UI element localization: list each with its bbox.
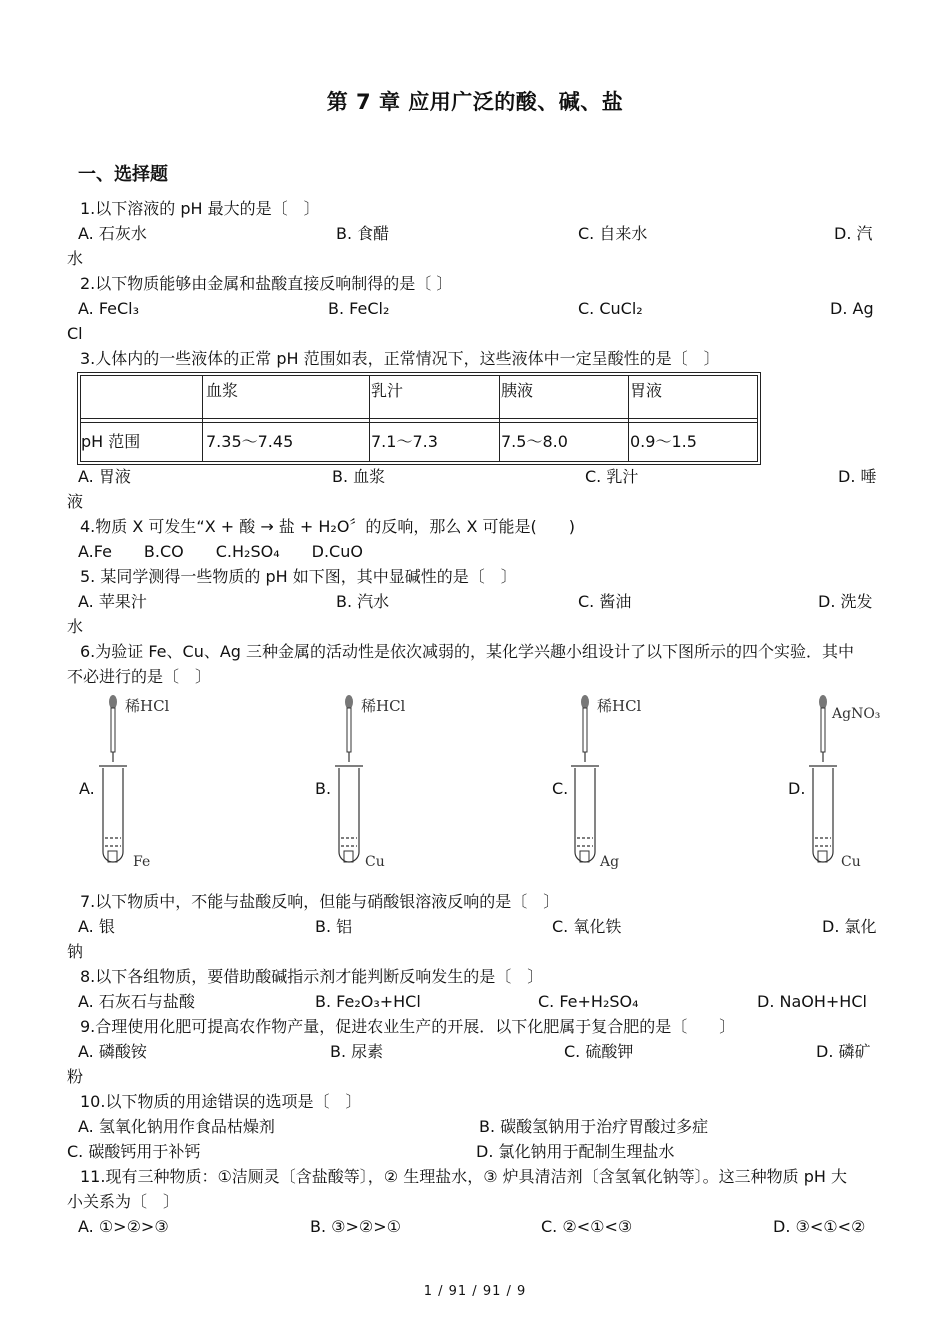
question-11-option-a: A. ①>②>③ bbox=[78, 1217, 169, 1236]
ph-table-header-pancreatic: 胰液 bbox=[501, 381, 534, 400]
question-11-stem-line-1: 11.现有三种物质：①洁厕灵〔含盐酸等〕，② 生理盐水，③ 炉具清洁剂〔含氢氧化钠等〕。这三种物质 pH 大 bbox=[80, 1167, 848, 1186]
question-8-option-d: D. NaOH+HCl bbox=[757, 992, 867, 1011]
question-3-option-a: A. 胃液 bbox=[78, 467, 131, 486]
question-1-option-d-wrap: 水 bbox=[67, 249, 84, 268]
question-1-option-b: B. 食醋 bbox=[336, 224, 390, 243]
question-6-stem-line-1: 6.为验证 Fe、Cu、Ag 三种金属的活动性是依次减弱的，某化学兴趣小组设计了以下图所示的四个实验．其中 bbox=[80, 642, 855, 661]
section-heading: 一、选择题 bbox=[78, 164, 168, 185]
question-10-option-a: A. 氢氧化钠用作食品枯燥剂 bbox=[78, 1117, 275, 1136]
question-3-option-b: B. 血浆 bbox=[332, 467, 386, 486]
question-3-option-c: C. 乳汁 bbox=[585, 467, 639, 486]
question-10-option-d: D. 氯化钠用于配制生理盐水 bbox=[476, 1142, 675, 1161]
question-7-option-b: B. 铝 bbox=[315, 917, 353, 936]
question-1-option-c: C. 自来水 bbox=[578, 224, 648, 243]
question-8-option-a: A. 石灰石与盐酸 bbox=[78, 992, 195, 1011]
ph-table-cell-pancreatic: 7.5～8.0 bbox=[501, 432, 568, 451]
dropper-icon bbox=[109, 695, 117, 762]
experiment-diagram-b bbox=[331, 690, 491, 875]
ph-table-cell-plasma: 7.35～7.45 bbox=[206, 432, 294, 451]
question-5-option-d-wrap: 水 bbox=[67, 617, 84, 636]
question-10-option-c: C. 碳酸钙用于补钙 bbox=[67, 1142, 201, 1161]
test-tube-icon bbox=[99, 766, 127, 862]
question-4-options: A.Fe B.CO C.H₂SO₄ D.CuO bbox=[78, 542, 363, 561]
diagram-b-reagent-label: 稀HCl bbox=[361, 697, 406, 715]
ph-table-header-gastric: 胃液 bbox=[630, 381, 663, 400]
question-1-stem: 1.以下溶液的 pH 最大的是〔 〕 bbox=[80, 199, 320, 218]
question-9-option-d: D. 磷矿 bbox=[816, 1042, 871, 1061]
experiment-diagram-a bbox=[95, 690, 255, 875]
diagram-c-reagent-label: 稀HCl bbox=[597, 697, 642, 715]
question-11-option-d: D. ③<①<② bbox=[773, 1217, 866, 1236]
question-9-option-a: A. 磷酸铵 bbox=[78, 1042, 147, 1061]
experiment-diagram-c bbox=[567, 690, 727, 875]
dropper-icon bbox=[819, 695, 827, 762]
ph-table-header-milk: 乳汁 bbox=[371, 381, 404, 400]
question-11-stem-line-2: 小关系为〔 〕 bbox=[67, 1192, 180, 1211]
question-7-option-a: A. 银 bbox=[78, 917, 115, 936]
question-8-option-b: B. Fe₂O₃+HCl bbox=[315, 992, 421, 1011]
diagram-a-option-label: A. bbox=[79, 779, 95, 798]
question-10-stem: 10.以下物质的用途错误的选项是〔 〕 bbox=[80, 1092, 362, 1111]
diagram-a-reagent-label: 稀HCl bbox=[125, 697, 170, 715]
question-5-option-b: B. 汽水 bbox=[336, 592, 390, 611]
question-8-option-c: C. Fe+H₂SO₄ bbox=[538, 992, 639, 1011]
question-2-option-a: A. FeCl₃ bbox=[78, 299, 140, 318]
question-7-option-d: D. 氯化 bbox=[822, 917, 877, 936]
dropper-icon bbox=[581, 695, 589, 762]
test-tube-icon bbox=[809, 766, 837, 862]
question-9-option-b: B. 尿素 bbox=[330, 1042, 384, 1061]
diagram-d-metal-label: Cu bbox=[841, 854, 861, 870]
experiment-diagram-d bbox=[805, 690, 945, 875]
diagram-a-metal-label: Fe bbox=[133, 854, 151, 870]
question-11-option-c: C. ②<①<③ bbox=[541, 1217, 633, 1236]
chapter-title: 第 7 章 应用广泛的酸、碱、盐 bbox=[326, 90, 624, 114]
question-5-stem: 5. 某同学测得一些物质的 pH 如下图，其中显碱性的是〔 〕 bbox=[80, 567, 517, 586]
question-2-option-b: B. FeCl₂ bbox=[328, 299, 390, 318]
diagram-d-option-label: D. bbox=[788, 779, 806, 798]
diagram-b-option-label: B. bbox=[315, 779, 332, 798]
question-11-option-b: B. ③>②>① bbox=[310, 1217, 401, 1236]
diagram-c-option-label: C. bbox=[552, 779, 569, 798]
question-9-stem: 9.合理使用化肥可提高农作物产量，促进农业生产的开展．以下化肥属于复合肥的是〔 〕 bbox=[80, 1017, 736, 1036]
question-9-option-d-wrap: 粉 bbox=[67, 1067, 84, 1086]
question-7-stem: 7.以下物质中，不能与盐酸反响，但能与硝酸银溶液反响的是〔 〕 bbox=[80, 892, 560, 911]
ph-table-cell-milk: 7.1～7.3 bbox=[371, 432, 438, 451]
question-4-stem: 4.物质 X 可发生“X + 酸 → 盐 + H₂O〞的反响，那么 X 可能是( ) bbox=[80, 517, 576, 536]
diagram-c-metal-label: Ag bbox=[600, 854, 620, 870]
question-3-option-d-wrap: 液 bbox=[67, 492, 84, 511]
question-7-option-c: C. 氧化铁 bbox=[552, 917, 622, 936]
ph-table-cell-gastric: 0.9～1.5 bbox=[630, 432, 697, 451]
question-3-stem: 3.人体内的一些液体的正常 pH 范围如表，正常情况下，这些液体中一定呈酸性的是〔 〕 bbox=[80, 349, 720, 368]
diagram-d-reagent-label: AgNO₃ bbox=[832, 706, 881, 722]
page-number-footer: 1 / 91 / 91 / 9 bbox=[423, 1284, 527, 1299]
question-1-option-d: D. 汽 bbox=[834, 224, 873, 243]
question-5-option-d: D. 洗发 bbox=[818, 592, 873, 611]
question-2-option-d: D. Ag bbox=[830, 299, 874, 318]
question-5-option-a: A. 苹果汁 bbox=[78, 592, 147, 611]
question-2-option-c: C. CuCl₂ bbox=[578, 299, 643, 318]
question-9-option-c: C. 硫酸钾 bbox=[564, 1042, 634, 1061]
question-6-stem-line-2: 不必进行的是〔 〕 bbox=[67, 667, 212, 686]
test-tube-icon bbox=[571, 766, 599, 862]
question-5-option-c: C. 酱油 bbox=[578, 592, 632, 611]
ph-table-row-label: pH 范围 bbox=[81, 432, 141, 451]
question-7-option-d-wrap: 钠 bbox=[67, 942, 84, 961]
diagram-b-metal-label: Cu bbox=[365, 854, 385, 870]
question-2-option-d-wrap: Cl bbox=[67, 324, 83, 343]
test-tube-icon bbox=[335, 766, 363, 862]
question-8-stem: 8.以下各组物质，要借助酸碱指示剂才能判断反响发生的是〔 〕 bbox=[80, 967, 544, 986]
ph-table-header-plasma: 血浆 bbox=[206, 381, 239, 400]
question-10-option-b: B. 碳酸氢钠用于治疗胃酸过多症 bbox=[479, 1117, 709, 1136]
question-3-option-d: D. 唾 bbox=[838, 467, 877, 486]
question-2-stem: 2.以下物质能够由金属和盐酸直接反响制得的是〔 〕 bbox=[80, 274, 453, 293]
dropper-icon bbox=[345, 695, 353, 762]
question-1-option-a: A. 石灰水 bbox=[78, 224, 147, 243]
